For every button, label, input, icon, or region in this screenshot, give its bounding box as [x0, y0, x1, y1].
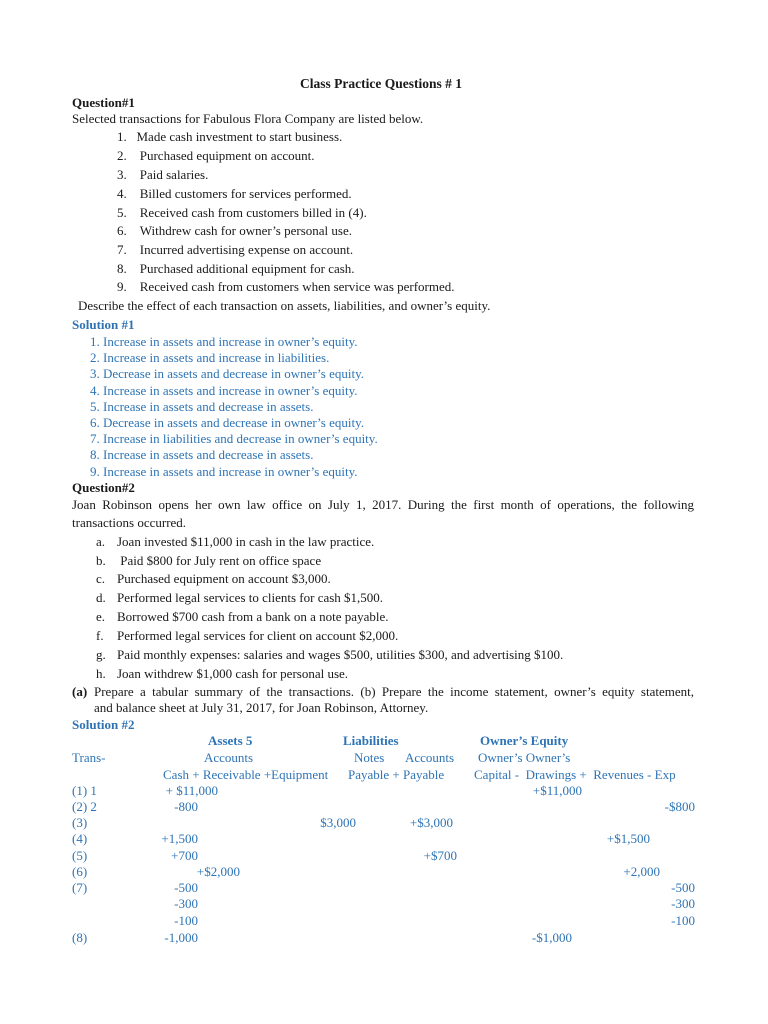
table-row: [72, 798, 695, 815]
trans-header: Trans-: [72, 750, 106, 765]
list-letter: b.: [96, 553, 106, 568]
list-item: 8. Increase in assets and decrease in assets.: [90, 447, 314, 462]
table-row: [72, 929, 692, 946]
liabilities-columns-header: Payable + Payable: [348, 767, 445, 782]
list-letter: c.: [96, 571, 106, 586]
list-letter: d.: [96, 590, 106, 605]
receivable-cell: +$2,000: [196, 864, 240, 879]
cash-cell: -100: [174, 913, 198, 928]
capital-cell: +$11,000: [532, 783, 582, 798]
list-item: Performed legal services for client on account $2,000.: [117, 628, 399, 643]
list-letter: f.: [96, 628, 104, 643]
list-item: 7. Incurred advertising expense on account.: [117, 242, 354, 257]
cash-cell: -800: [174, 799, 198, 814]
list-item: Borrowed $700 cash from a bank on a note payable.: [117, 609, 389, 624]
list-item: 5. Received cash from customers billed in (4).: [117, 205, 367, 220]
list-item: 4. Billed customers for services performed.: [117, 186, 352, 201]
cash-cell: +700: [171, 848, 198, 863]
table-row: [72, 814, 692, 831]
owners-header: Owner’s Owner’s: [478, 750, 571, 765]
list-item: 5. Increase in assets and decrease in assets.: [90, 399, 314, 414]
list-letter: h.: [96, 666, 106, 681]
assets-header: Assets 5: [208, 733, 253, 748]
revenues-cell: +$1,500: [606, 831, 650, 846]
question-2-intro-line2: transactions occurred.: [72, 515, 187, 530]
expenses-cell: -$800: [664, 799, 695, 814]
question-2-part-line1: Prepare a tabular summary of the transactions. (b) Prepare the income statement, owner’s equity statement,: [94, 684, 694, 699]
question-2-heading: Question#2: [72, 480, 135, 495]
row-label: (8): [72, 930, 88, 945]
list-letter: g.: [96, 647, 106, 662]
cash-cell: -300: [174, 896, 198, 911]
cash-cell: +1,500: [161, 831, 198, 846]
question-2-intro-line1: Joan Robinson opens her own law office on July 1, 2017. During the first month of operations, the following: [72, 497, 694, 512]
row-label: (7): [72, 880, 88, 895]
table-row: [72, 863, 692, 880]
question-1-prompt: Describe the effect of each transaction on assets, liabilities, and owner’s equity.: [78, 298, 491, 313]
table-row: [72, 879, 695, 896]
list-item: Purchased equipment on account $3,000.: [117, 571, 331, 586]
revenues-cell: +2,000: [623, 864, 660, 879]
list-item: 6. Withdrew cash for owner’s personal use.: [117, 223, 352, 238]
drawings-cell: -$1,000: [531, 930, 572, 945]
list-item: Performed legal services to clients for cash $1,500.: [117, 590, 384, 605]
cash-cell: + $11,000: [165, 783, 218, 798]
expenses-cell: -300: [671, 896, 695, 911]
owners-equity-header: Owner’s Equity: [480, 733, 569, 748]
liabilities-header: Liabilities: [343, 733, 399, 748]
notes-header: Notes: [354, 750, 385, 765]
expenses-cell: -100: [671, 913, 695, 928]
list-item: 1. Increase in assets and increase in owner’s equity.: [90, 334, 358, 349]
question-1-heading: Question#1: [72, 95, 135, 110]
list-item: 4. Increase in assets and increase in owner’s equity.: [90, 383, 358, 398]
list-item: 2. Increase in assets and increase in liabilities.: [90, 350, 330, 365]
assets-columns-header: Cash + Receivable +Equipment: [163, 767, 329, 782]
row-label: (5): [72, 848, 88, 863]
part-label: (a): [72, 684, 88, 699]
list-item: Paid $800 for July rent on office space: [117, 553, 322, 568]
question-1-intro: Selected transactions for Fabulous Flora Company are listed below.: [72, 111, 424, 126]
table-row: [72, 895, 695, 912]
accounts-header: Accounts: [204, 750, 254, 765]
list-item: 2. Purchased equipment on account.: [117, 148, 315, 163]
list-item: Joan withdrew $1,000 cash for personal use.: [117, 666, 349, 681]
table-row: [72, 830, 692, 847]
equipment-cell: $3,000: [320, 815, 356, 830]
row-label: (1) 1: [72, 783, 97, 798]
list-item: 9. Received cash from customers when service was performed.: [117, 279, 455, 294]
list-item: 7. Increase in liabilities and decrease in owner’s equity.: [90, 431, 378, 446]
expenses-cell: -500: [671, 880, 695, 895]
table-row: [72, 847, 692, 864]
list-item: Paid monthly expenses: salaries and wages $500, utilities $300, and advertising $100.: [117, 647, 564, 662]
list-item: 3. Paid salaries.: [117, 167, 209, 182]
solution-2-heading: Solution #2: [72, 717, 135, 732]
list-item: 8. Purchased additional equipment for cash.: [117, 261, 355, 276]
list-item: Joan invested $11,000 in cash in the law practice.: [117, 534, 375, 549]
list-letter: e.: [96, 609, 106, 624]
table-row: [72, 912, 695, 929]
page-title: Class Practice Questions # 1: [300, 76, 462, 91]
row-label: (2) 2: [72, 799, 97, 814]
table-row: [72, 782, 692, 799]
equity-columns-header: Capital - Drawings + Revenues - Exp: [474, 767, 676, 782]
accounts-payable-header: Accounts: [405, 750, 455, 765]
solution-1-heading: Solution #1: [72, 317, 135, 332]
list-item: 1. Made cash investment to start business.: [117, 129, 343, 144]
cash-cell: -500: [174, 880, 198, 895]
notes-payable-cell: +$700: [423, 848, 457, 863]
row-label: (4): [72, 831, 88, 846]
list-letter: a.: [96, 534, 106, 549]
cash-cell: -1,000: [164, 930, 198, 945]
accounts-payable-cell: +$3,000: [409, 815, 453, 830]
row-label: (6): [72, 864, 88, 879]
list-item: 3. Decrease in assets and decrease in owner’s equity.: [90, 366, 364, 381]
list-item: 6. Decrease in assets and decrease in owner’s equity.: [90, 415, 364, 430]
question-2-part-line2: and balance sheet at July 31, 2017, for Joan Robinson, Attorney.: [94, 700, 429, 715]
list-item: 9. Increase in assets and increase in owner’s equity.: [90, 464, 358, 479]
row-label: (3): [72, 815, 88, 830]
